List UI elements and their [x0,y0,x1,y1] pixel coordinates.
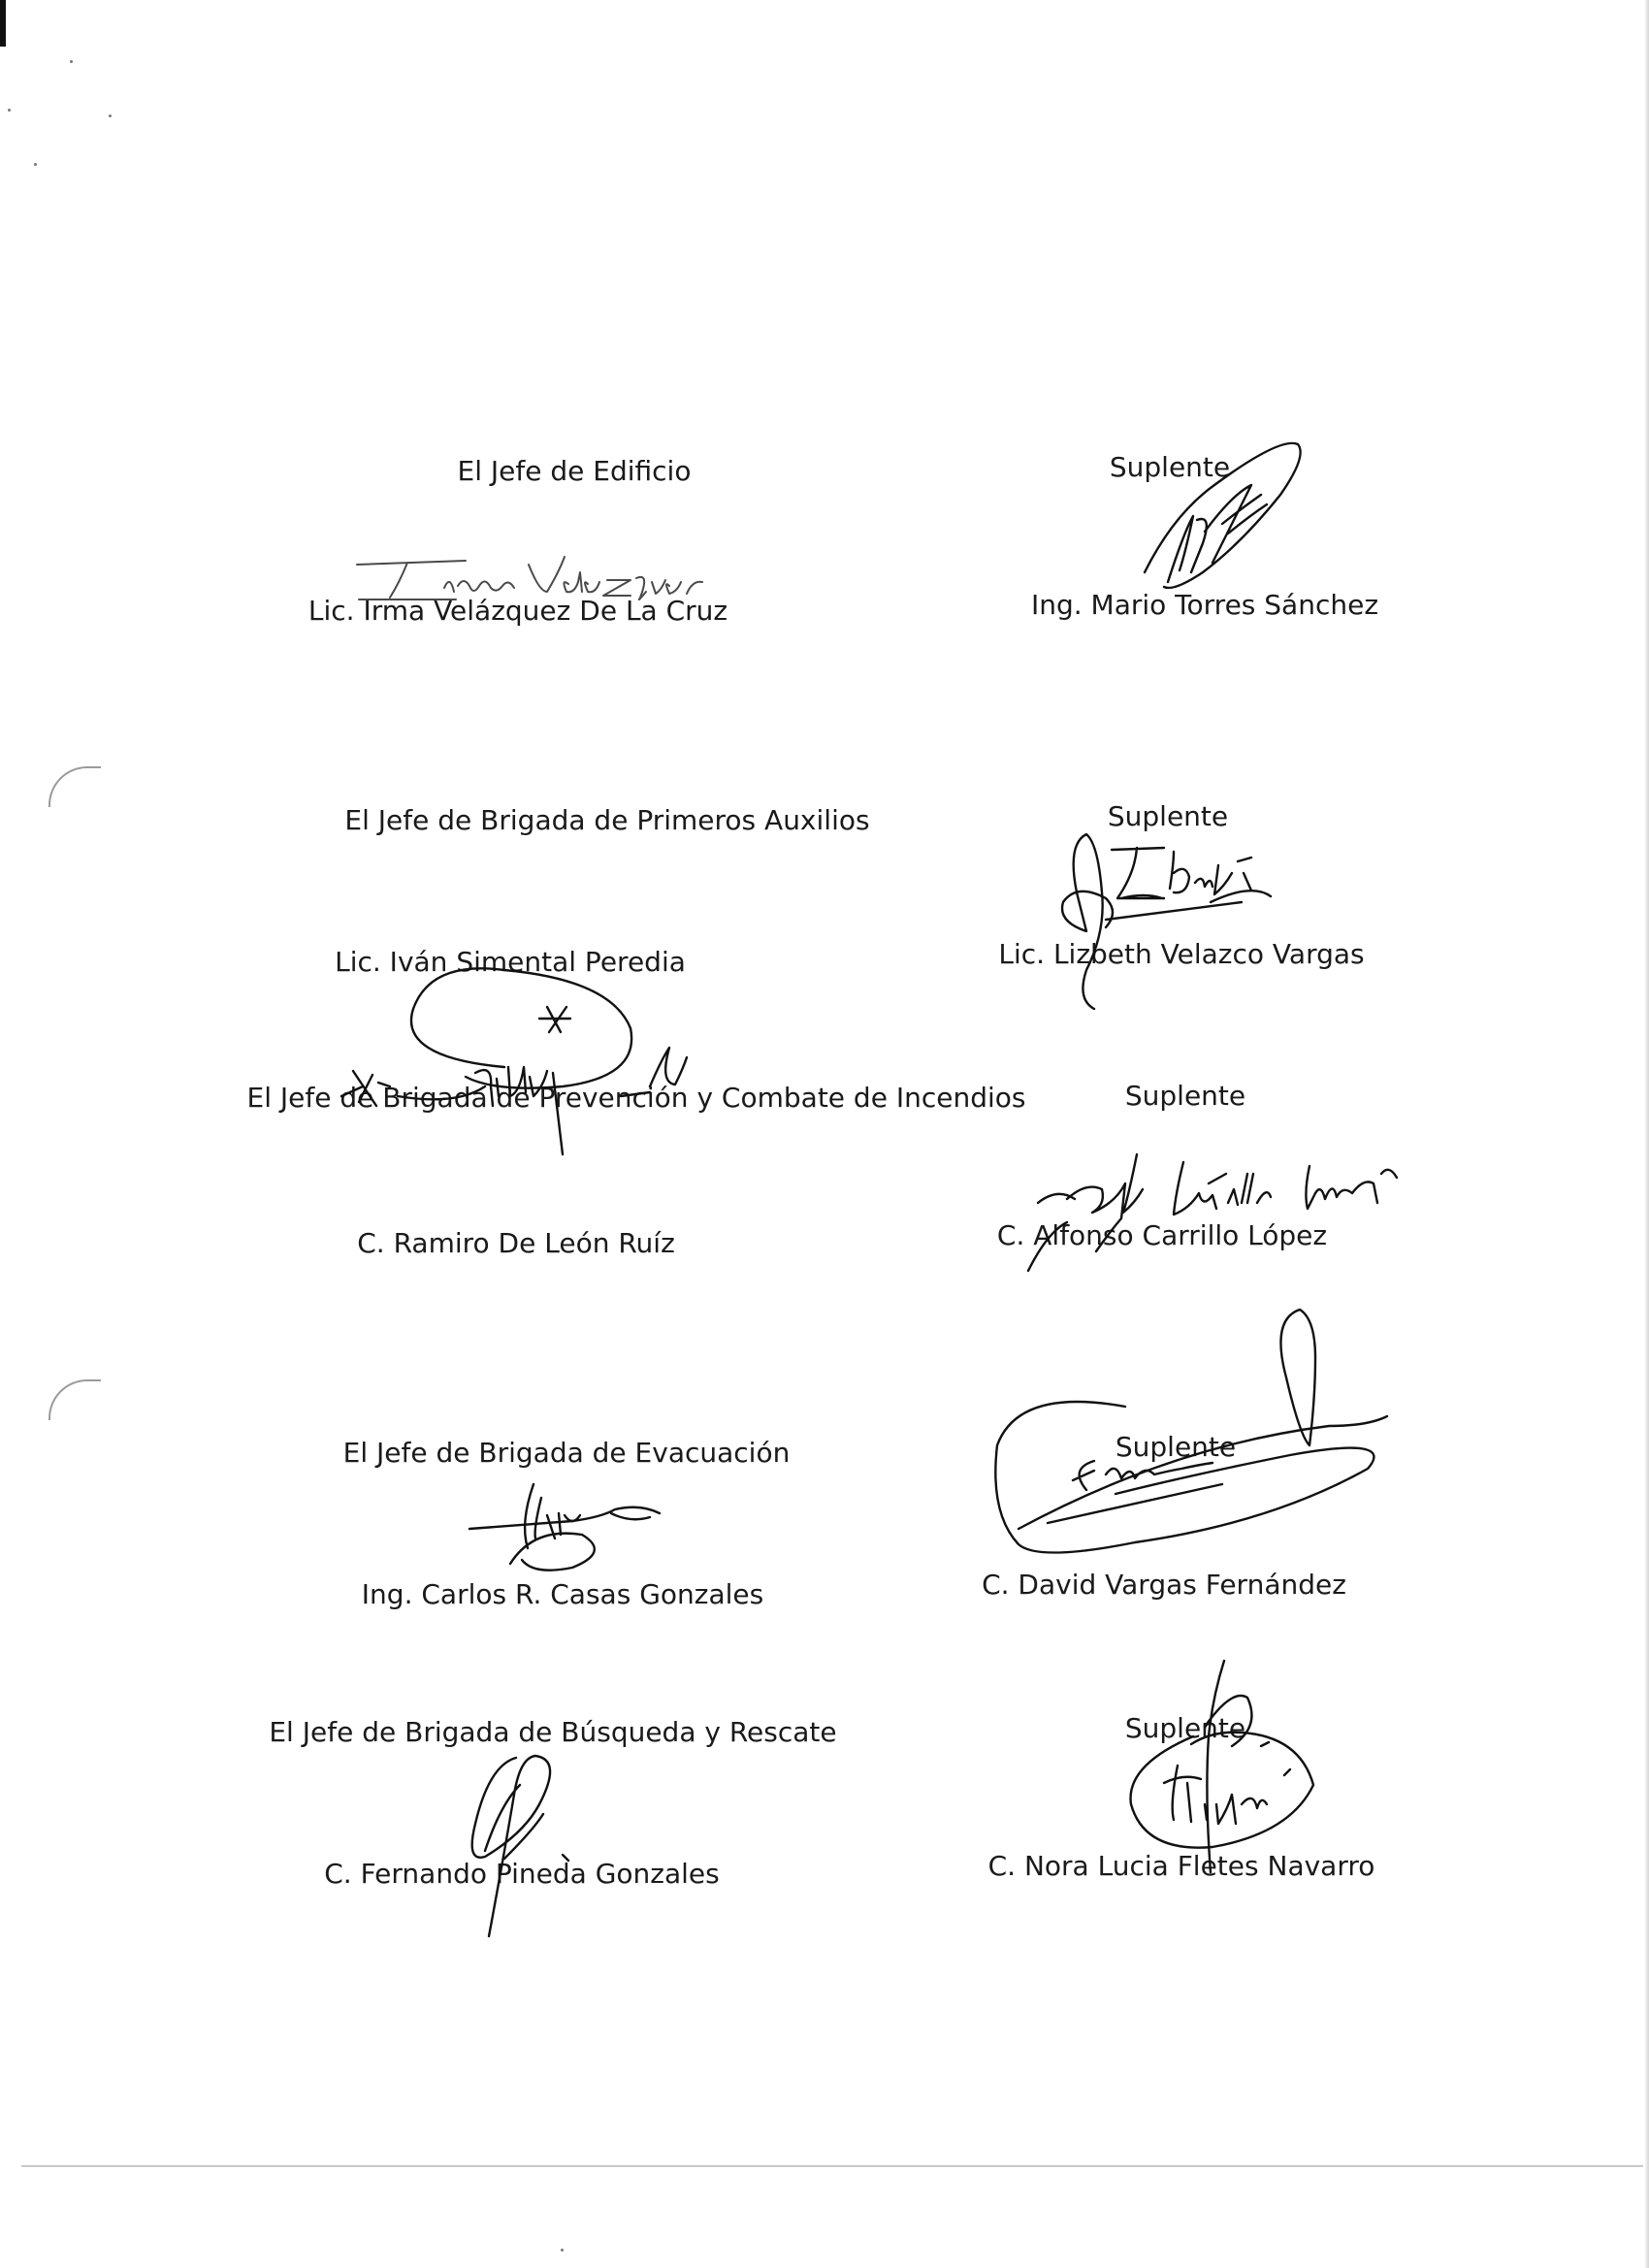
signature-alfonso-carrillo [1028,1135,1406,1280]
signature-fernando-pineda [446,1746,582,1940]
scan-edge-shadow [1645,0,1649,2268]
signature-mario-torres [1135,427,1310,621]
scan-speck [8,109,11,112]
signature-nora-fletes [1116,1659,1319,1892]
signatory-name: C. Nora Lucia Fletes Navarro [987,1850,1375,1882]
page-bottom-edge [21,2165,1643,2167]
signatory-name: Lic. Iván Simental Peredia [335,946,686,978]
punch-hole-mark [48,766,101,807]
signatory-name: C. Fernando Pineda Gonzales [324,1858,720,1890]
signatory-name: Ing. Mario Torres Sánchez [1030,589,1379,621]
role-label: El Jefe de Brigada de Evacuación [342,1437,791,1469]
role-label: El Jefe de Brigada de Prevención y Combate de Incendios [246,1082,1026,1114]
signature-carlos-casas [466,1474,669,1581]
role-label: Suplente [1107,800,1229,832]
signatory-name: C. Alfonso Carrillo López [996,1219,1328,1251]
signature-david-vargas [980,1300,1387,1581]
signatory-name: C. David Vargas Fernández [982,1569,1346,1601]
role-label: Suplente [1124,1080,1246,1112]
punch-hole-mark [48,1379,101,1420]
role-label: El Jefe de Brigada de Primeros Auxilios [344,804,870,836]
signatory-name: Lic. Irma Velázquez De La Cruz [307,595,728,627]
signatory-name: Lic. Lizbeth Velazco Vargas [998,938,1365,970]
role-label: Suplente [1115,1431,1237,1463]
role-label: El Jefe de Edificio [457,455,692,487]
scan-speck [109,114,112,117]
signatory-name: Ing. Carlos R. Casas Gonzales [361,1578,764,1610]
signature-irma-velazquez [349,543,708,603]
scan-speck [34,163,37,166]
role-label: Suplente [1109,451,1231,483]
role-label: Suplente [1124,1712,1246,1744]
signature-lizbeth-velazco [1048,800,1290,1028]
scan-speck [70,60,73,63]
signature-ivan-simental [330,946,718,1164]
role-label: El Jefe de Brigada de Búsqueda y Rescate [269,1716,837,1748]
scan-speck [561,2249,564,2252]
signatory-name: C. Ramiro De León Ruíz [357,1227,675,1259]
scan-border [0,0,6,47]
